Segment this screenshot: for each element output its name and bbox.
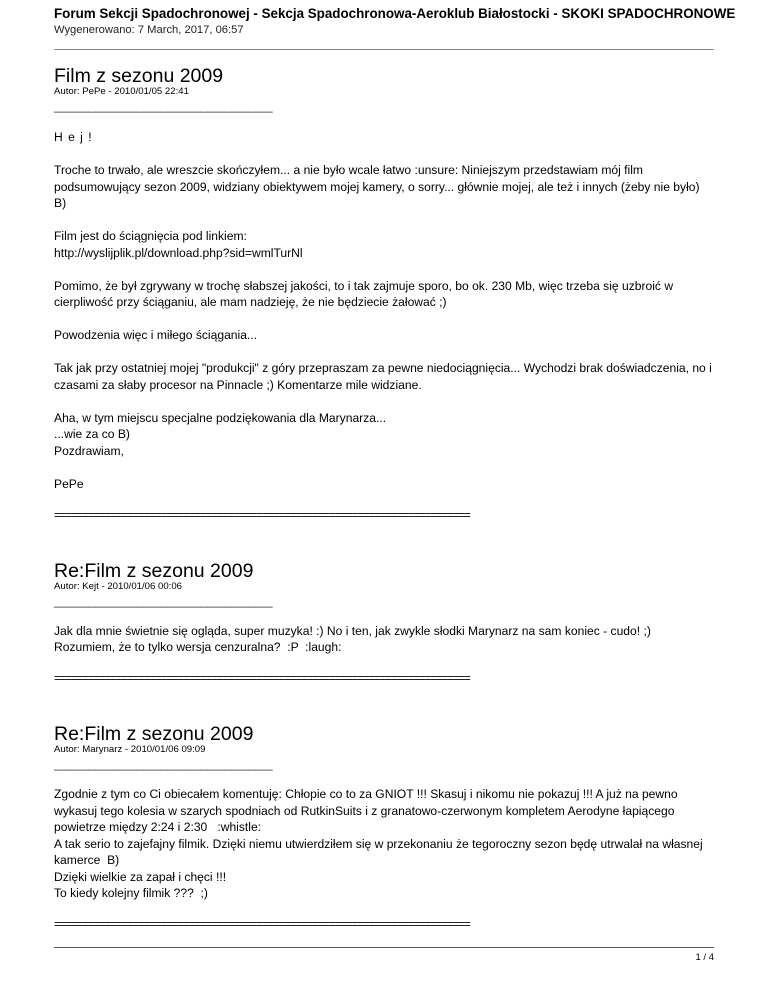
post	[54, 724, 714, 932]
post-author: Autor: PePe - 2010/01/05 22:41	[54, 86, 189, 97]
post-divider: _____________________________________	[54, 101, 273, 113]
post-author: Autor: Kejt - 2010/01/06 00:06	[54, 580, 183, 592]
post-title: Film z sezonu 2009	[54, 65, 224, 87]
generated-date: Wygenerowano: 7 March, 2017, 06:57	[54, 24, 244, 36]
page-number: 1 / 4	[695, 952, 714, 963]
post-paragraph: Pomimo, że był zgrywany w trochę słabszej jakości, to i tak zajmuje sporo, bo ok. 230 Mb, więc trzeba się uzbroić w cierpliwość przy ściąganiu, ale mam nadzieję, że nie będziecie żałować ;)	[54, 278, 674, 309]
post-body	[54, 129, 714, 492]
post-divider: _____________________________________	[54, 595, 273, 608]
post	[54, 561, 714, 687]
post-divider: _____________________________________	[54, 759, 273, 771]
post-paragraph: H e j !	[54, 130, 93, 144]
post-separator: ==========================================================================	[54, 919, 470, 931]
post-paragraph: Film jest do ściągnięcia pod linkiem: http://wyslijplik.pl/download.php?sid=wmlTurNl	[54, 229, 303, 260]
header-divider	[54, 49, 714, 50]
posts-container	[54, 66, 714, 932]
post-separator: ==========================================================================	[54, 673, 470, 685]
post-paragraph: Aha, w tym miejscu specjalne podziękowania dla Marynarza... ...wie za co B) Pozdrawiam,	[54, 410, 387, 458]
page-header	[54, 6, 768, 38]
post-paragraph: Tak jak przy ostatniej mojej "produkcji" z góry przepraszam za pewne niedociągnięcia... Wychodzi brak doświadczenia, no i czasami za słaby procesor na Pinnacle ;) Komentarze mile widziane.	[54, 361, 712, 392]
forum-title: Forum Sekcji Spadochronowej - Sekcja Spadochronowa-Aeroklub Białostocki - SKOKI SPADOCHRONOWE	[54, 6, 736, 21]
post	[54, 66, 714, 523]
post-paragraph: Powodzenia więc i miłego ściągania...	[54, 328, 258, 342]
post-separator: ==========================================================================	[54, 509, 470, 522]
post-title: Re:Film z sezonu 2009	[54, 559, 254, 582]
post-body	[54, 623, 714, 656]
post-paragraph: Zgodnie z tym co Ci obiecałem komentuję: Chłopie co to za GNIOT !!! Skasuj i nikomu nie pokazuj !!! A już na pewno wykasuj tego kolesia w szarych spodniach od RutkinSuits i z granatowo-czerwonym kompletem Aerodyne łapiącego powietrze między 2:24 i 2:30 :whistle: A tak serio to zajefajny filmik. Dzięki niemu utwierdziłem się w przekonaniu że tegoroczny sezon będę utrwalał na własnej kamerce B) Dzięki wielkie za zapał i chęci !!! To kiedy kolejny filmik ??? ;)	[54, 787, 703, 900]
post-signature: PePe	[54, 476, 84, 491]
post-paragraph: Jak dla mnie świetnie się ogląda, super muzyka! :) No i ten, jak zwykle słodki Marynarz na sam koniec - cudo! ;) Rozumiem, że to tylko wersja cenzuralna? :P :laugh:	[54, 623, 655, 654]
post-author: Autor: Marynarz - 2010/01/06 09:09	[54, 744, 206, 755]
footer-divider	[54, 947, 714, 948]
post-title: Re:Film z sezonu 2009	[54, 723, 254, 745]
post-paragraph: Troche to trwało, ale wreszcie skończyłem... a nie było wcale łatwo :unsure: Niniejszym przedstawiam mój film podsumowujący sezon 2009, widziany obiektywem mojej kamery, o sorry... głównie mojej, ale też i innych (żeby nie było) B)	[54, 163, 700, 210]
post-body	[54, 786, 714, 902]
